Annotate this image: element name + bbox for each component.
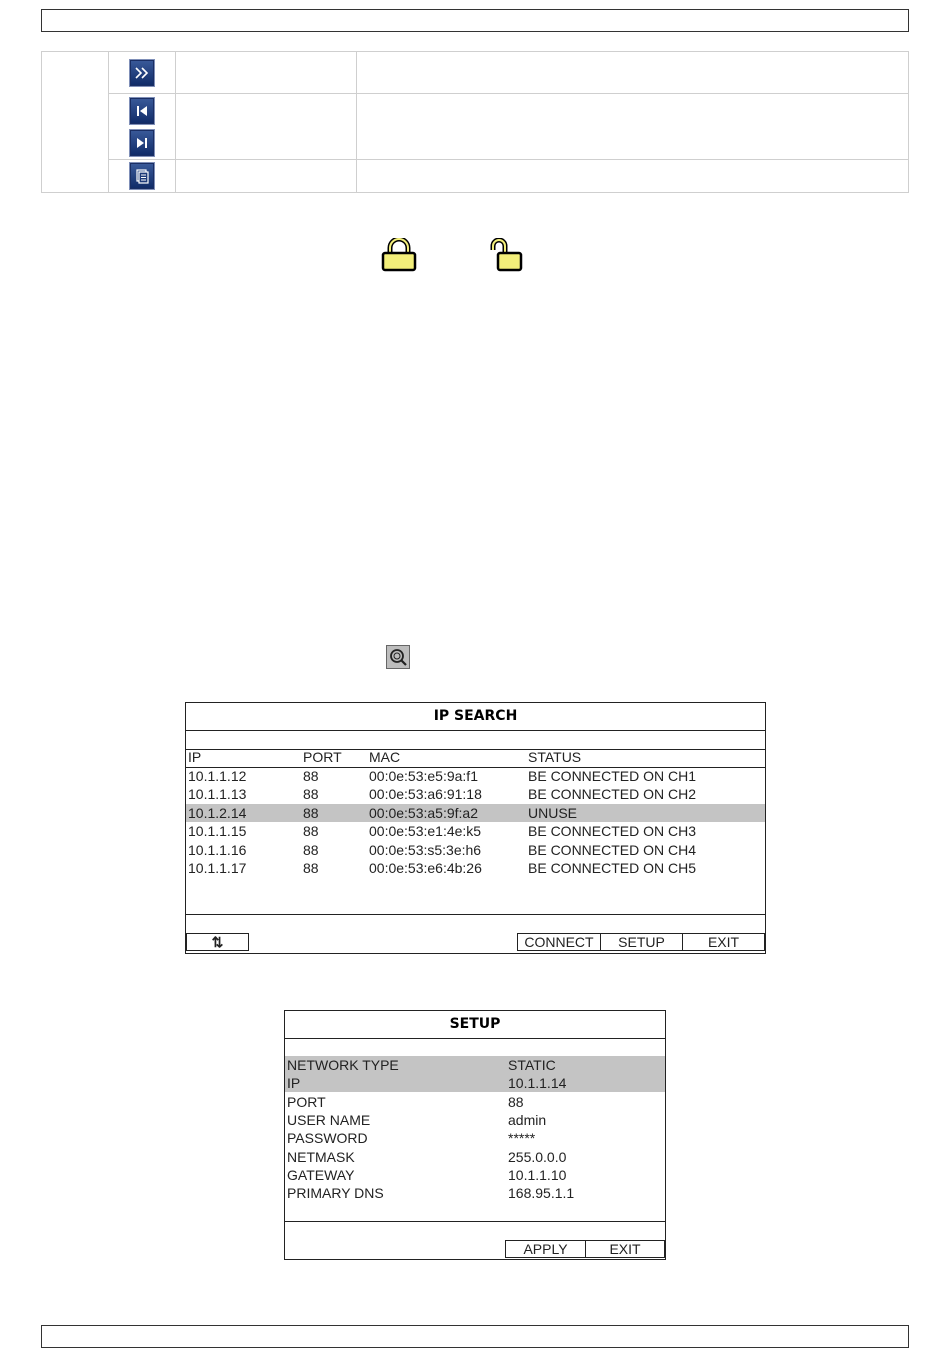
table-row[interactable] — [186, 804, 765, 822]
button-description-table — [41, 51, 909, 193]
cell-mac: 00:0e:53:s5:3e:h6 — [369, 841, 482, 858]
setting-label: PASSWORD — [287, 1130, 368, 1147]
cell-ip: 10.1.2.14 — [188, 804, 247, 821]
setting-value[interactable]: 168.95.1.1 — [508, 1185, 575, 1202]
apply-button[interactable]: APPLY — [505, 1240, 586, 1258]
table-name-cell — [176, 94, 357, 160]
table-icon-cell — [109, 94, 176, 160]
cell-port: 88 — [303, 804, 319, 821]
table-row[interactable] — [186, 785, 765, 803]
divider — [285, 1221, 665, 1222]
cell-port: 88 — [303, 786, 319, 803]
setting-row[interactable] — [285, 1148, 665, 1166]
ip-search-dialog — [185, 702, 766, 954]
header-ip: IP — [188, 749, 202, 765]
setting-row[interactable] — [285, 1111, 665, 1129]
setting-value[interactable]: admin — [508, 1111, 547, 1128]
setting-value[interactable]: STATIC — [508, 1057, 556, 1073]
setting-label: NETWORK TYPE — [287, 1057, 399, 1073]
ip-search-icon[interactable] — [386, 645, 410, 669]
setting-label: PORT — [287, 1093, 326, 1110]
cell-port: 88 — [303, 860, 319, 876]
dialog-title: SETUP — [285, 1011, 665, 1039]
table-name-cell — [176, 52, 357, 94]
setup-button[interactable]: SETUP — [600, 933, 683, 951]
table-description-cell — [357, 94, 909, 160]
cell-port: 88 — [303, 823, 319, 840]
setting-row[interactable] — [285, 1056, 665, 1074]
setup-dialog — [284, 1010, 666, 1260]
table-description-cell — [357, 160, 909, 193]
lock-open-icon — [488, 238, 524, 272]
setting-value[interactable]: ***** — [508, 1130, 536, 1147]
fast-forward-icon[interactable] — [129, 59, 155, 87]
table-name-cell — [176, 160, 357, 193]
table-row[interactable] — [186, 841, 765, 859]
setting-value[interactable]: 10.1.1.10 — [508, 1166, 567, 1183]
table-description-cell — [357, 52, 909, 94]
setting-row[interactable] — [285, 1166, 665, 1184]
cell-mac: 00:0e:53:e6:4b:26 — [369, 860, 482, 876]
cell-mac: 00:0e:53:e1:4e:k5 — [369, 823, 482, 840]
cell-status: BE CONNECTED ON CH4 — [528, 841, 697, 858]
setting-value[interactable]: 88 — [508, 1093, 524, 1110]
table-icon-cell — [109, 160, 176, 193]
table-icon-cell — [109, 52, 176, 94]
cell-status: UNUSE — [528, 804, 578, 821]
refresh-button[interactable]: ⇅ — [186, 933, 249, 951]
page-header-bar — [41, 9, 909, 32]
cell-ip: 10.1.1.17 — [188, 860, 247, 876]
cell-status: BE CONNECTED ON CH3 — [528, 823, 697, 840]
table-row[interactable] — [186, 822, 765, 840]
dialog-title: IP SEARCH — [186, 703, 765, 731]
table-blank-cell — [42, 52, 109, 193]
setting-value[interactable]: 10.1.1.14 — [508, 1075, 567, 1092]
setting-value[interactable]: 255.0.0.0 — [508, 1148, 567, 1165]
setting-label: GATEWAY — [287, 1166, 355, 1183]
setting-row[interactable] — [285, 1184, 665, 1202]
lock-closed-icon — [381, 238, 417, 272]
exit-button[interactable]: EXIT — [585, 1240, 665, 1258]
header-status: STATUS — [528, 749, 582, 765]
cell-ip: 10.1.1.15 — [188, 823, 247, 840]
cell-mac: 00:0e:53:e5:9a:f1 — [369, 768, 478, 784]
cell-mac: 00:0e:53:a6:91:18 — [369, 786, 482, 803]
setting-row[interactable] — [285, 1074, 665, 1092]
setting-label: USER NAME — [287, 1111, 371, 1128]
cell-ip: 10.1.1.16 — [188, 841, 247, 858]
exit-button[interactable]: EXIT — [682, 933, 765, 951]
cell-status: BE CONNECTED ON CH1 — [528, 768, 697, 784]
setting-row[interactable] — [285, 1129, 665, 1147]
cell-port: 88 — [303, 841, 319, 858]
cell-status: BE CONNECTED ON CH5 — [528, 860, 697, 876]
next-icon[interactable] — [129, 129, 155, 157]
setting-label: PRIMARY DNS — [287, 1185, 384, 1202]
cell-status: BE CONNECTED ON CH2 — [528, 786, 697, 803]
connect-button[interactable]: CONNECT — [517, 933, 601, 951]
table-row[interactable] — [186, 859, 765, 877]
setting-label: IP — [287, 1075, 301, 1092]
cell-ip: 10.1.1.13 — [188, 786, 247, 803]
table-header-row — [186, 748, 765, 766]
cell-mac: 00:0e:53:a5:9f:a2 — [369, 804, 478, 821]
copy-icon[interactable] — [129, 162, 155, 190]
header-mac: MAC — [369, 749, 401, 765]
cell-ip: 10.1.1.12 — [188, 768, 247, 784]
setting-row[interactable] — [285, 1093, 665, 1111]
cell-port: 88 — [303, 768, 319, 784]
header-port: PORT — [303, 749, 342, 765]
setting-label: NETMASK — [287, 1148, 355, 1165]
page-footer-bar — [41, 1325, 909, 1348]
previous-icon[interactable] — [129, 97, 155, 125]
divider — [186, 914, 765, 915]
table-row[interactable] — [186, 767, 765, 785]
